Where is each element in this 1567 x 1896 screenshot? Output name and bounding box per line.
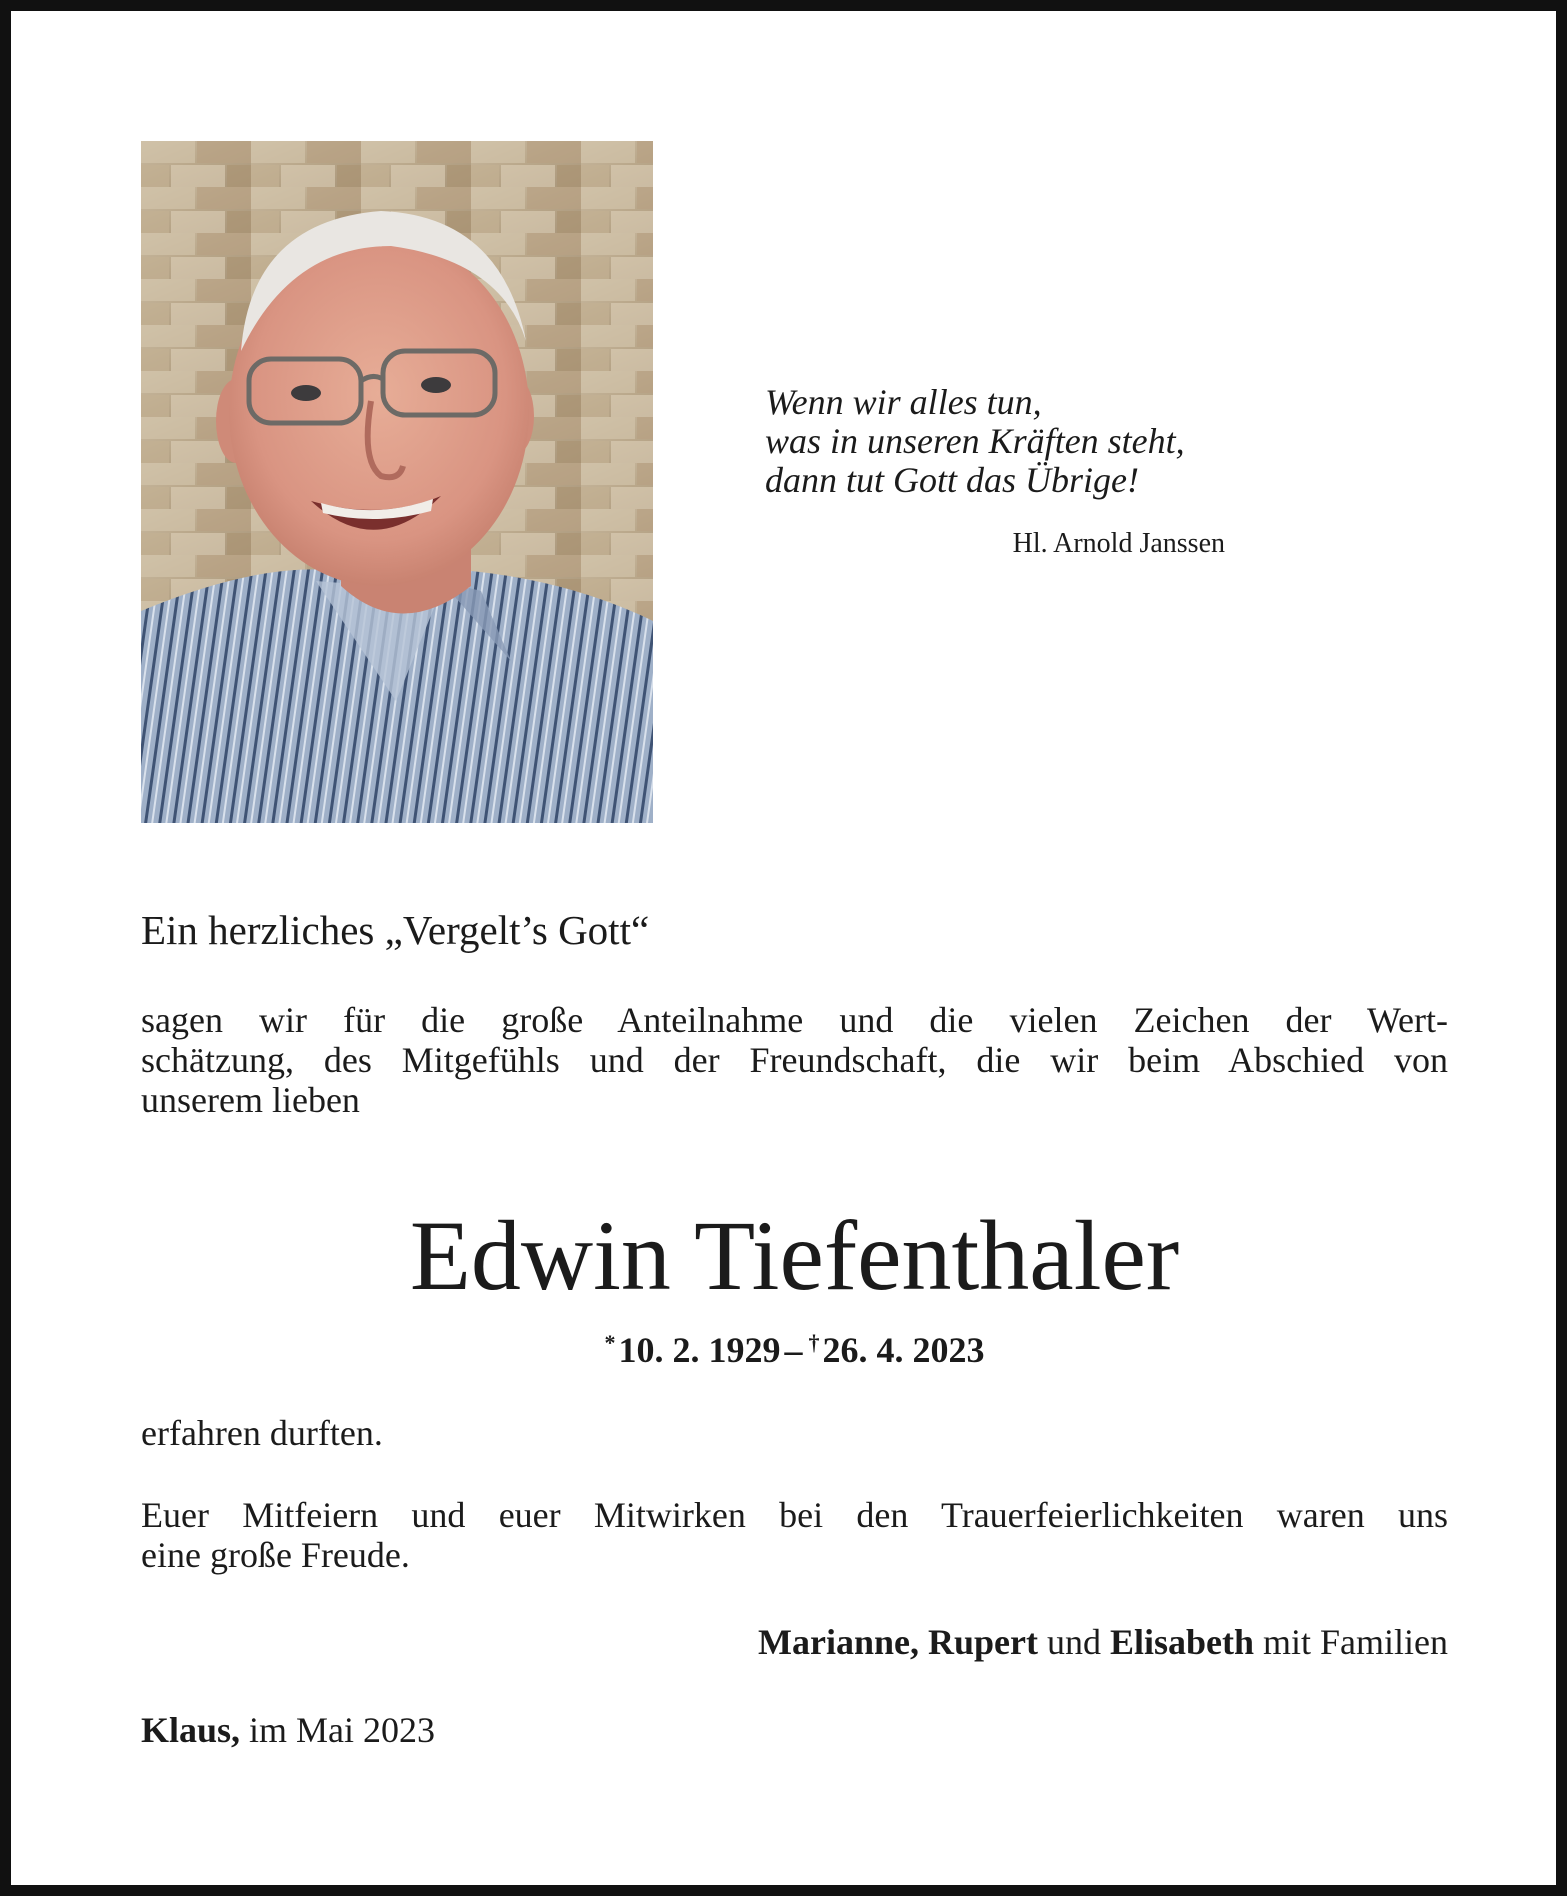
portrait-photo <box>141 141 653 823</box>
thanks-heading: Ein herzliches „Vergelt’s Gott“ <box>141 907 650 953</box>
intro-paragraph <box>141 1000 1448 1120</box>
quote-line: Wenn wir alles tun, <box>765 382 1042 422</box>
birth-date: 10. 2. 1929 <box>618 1330 781 1370</box>
death-symbol: † <box>808 1330 820 1355</box>
intro-line: sagen wir für die große Anteilnahme und die vielen Zeichen der Wert- <box>141 1000 1448 1040</box>
after-name-line: erfahren durften. <box>141 1413 383 1453</box>
place-date-line <box>141 1709 435 1751</box>
portrait-illustration <box>141 141 653 823</box>
signer-name: Elisabeth <box>1109 1622 1254 1662</box>
death-date: 26. 4. 2023 <box>822 1330 985 1370</box>
quote-text <box>765 383 1225 500</box>
quote-author: Hl. Arnold Janssen <box>1012 528 1225 559</box>
after-name-paragraph <box>141 1413 1448 1453</box>
quote-line: was in unseren Kräften steht, <box>765 421 1185 461</box>
life-dates <box>11 1329 1567 1371</box>
closing-line: Euer Mitfeiern und euer Mitwirken bei den Trauerfeierlichkeiten waren uns <box>141 1495 1448 1535</box>
place-date: im Mai 2023 <box>249 1710 436 1750</box>
signers-line <box>141 1621 1448 1663</box>
birth-symbol: * <box>604 1330 616 1355</box>
signer-names: Marianne, Rupert <box>757 1622 1038 1662</box>
date-separator: – <box>784 1330 803 1370</box>
closing-paragraph <box>141 1495 1448 1575</box>
quote-line: dann tut Gott das Übrige! <box>765 460 1139 500</box>
signer-suffix: mit Familien <box>1263 1622 1448 1662</box>
closing-line: eine große Freude. <box>141 1535 410 1575</box>
intro-line: schätzung, des Mitgefühls und der Freundschaft, die wir beim Abschied von <box>141 1040 1448 1080</box>
signer-conjunction: und <box>1046 1622 1101 1662</box>
intro-line: unserem lieben <box>141 1080 360 1120</box>
deceased-name: Edwin Tiefenthaler <box>409 1200 1180 1311</box>
place-town: Klaus, <box>141 1710 241 1750</box>
